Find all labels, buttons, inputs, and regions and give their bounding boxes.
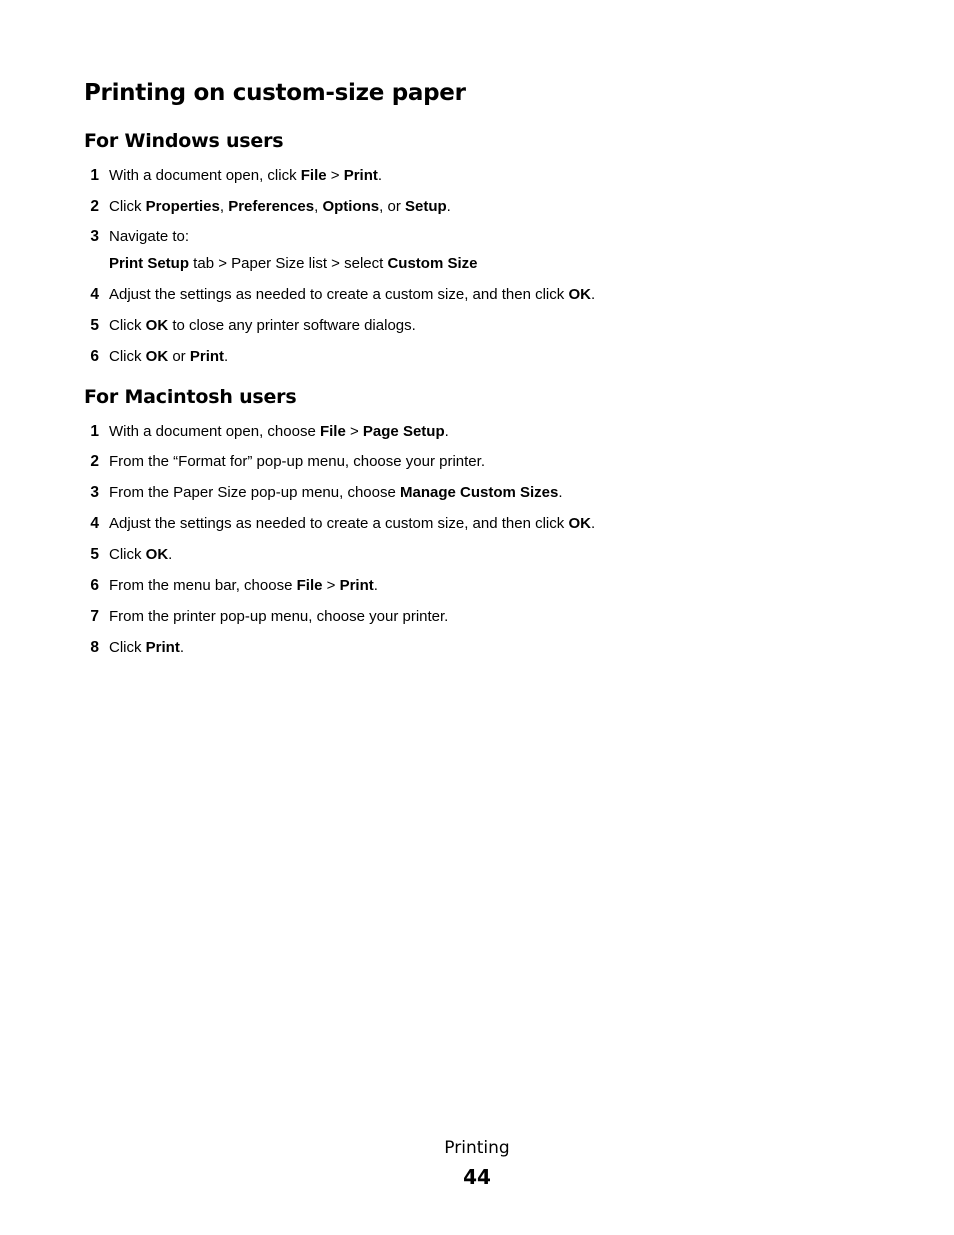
step-number: 6 (90, 577, 99, 594)
step-number: 7 (90, 608, 99, 625)
step-number: 2 (90, 198, 99, 215)
step-text: From the menu bar, choose File > Print. (109, 577, 378, 594)
step-text: Adjust the settings as needed to create a custom size, and then click OK. (109, 515, 596, 532)
step-number: 1 (90, 167, 99, 184)
step-text: Click OK or Print. (109, 348, 229, 365)
page-title: Printing on custom-size paper (84, 80, 466, 106)
step-subtext: Print Setup tab > Paper Size list > select Custom Size (109, 255, 478, 272)
step-text: From the Paper Size pop-up menu, choose Manage Custom Sizes. (109, 484, 563, 501)
step-number: 5 (90, 317, 99, 334)
step-number: 5 (90, 546, 99, 563)
windows-heading: For Windows users (84, 130, 284, 152)
macintosh-heading: For Macintosh users (84, 386, 297, 408)
step-text: With a document open, click File > Print. (109, 167, 383, 184)
step-text: From the printer pop-up menu, choose your printer. (109, 608, 449, 625)
page-number: 44 (463, 1165, 491, 1189)
step-text: From the “Format for” pop-up menu, choose your printer. (109, 453, 485, 470)
step-number: 2 (90, 453, 99, 470)
step-text: Click Print. (109, 639, 185, 656)
step-text: Click OK to close any printer software dialogs. (109, 317, 416, 334)
step-text: Adjust the settings as needed to create a custom size, and then click OK. (109, 286, 596, 303)
step-number: 6 (90, 348, 99, 365)
step-text: With a document open, choose File > Page Setup. (109, 423, 449, 440)
step-text: Navigate to: (109, 228, 190, 245)
step-number: 8 (90, 639, 99, 656)
step-number: 4 (90, 286, 99, 303)
step-text: Click Properties, Preferences, Options, or Setup. (109, 198, 451, 215)
step-number: 3 (90, 484, 99, 501)
step-number: 1 (90, 423, 99, 440)
step-text: Click OK. (109, 546, 173, 563)
step-number: 3 (90, 228, 99, 245)
step-number: 4 (90, 515, 99, 532)
footer-section-name: Printing (444, 1138, 510, 1158)
